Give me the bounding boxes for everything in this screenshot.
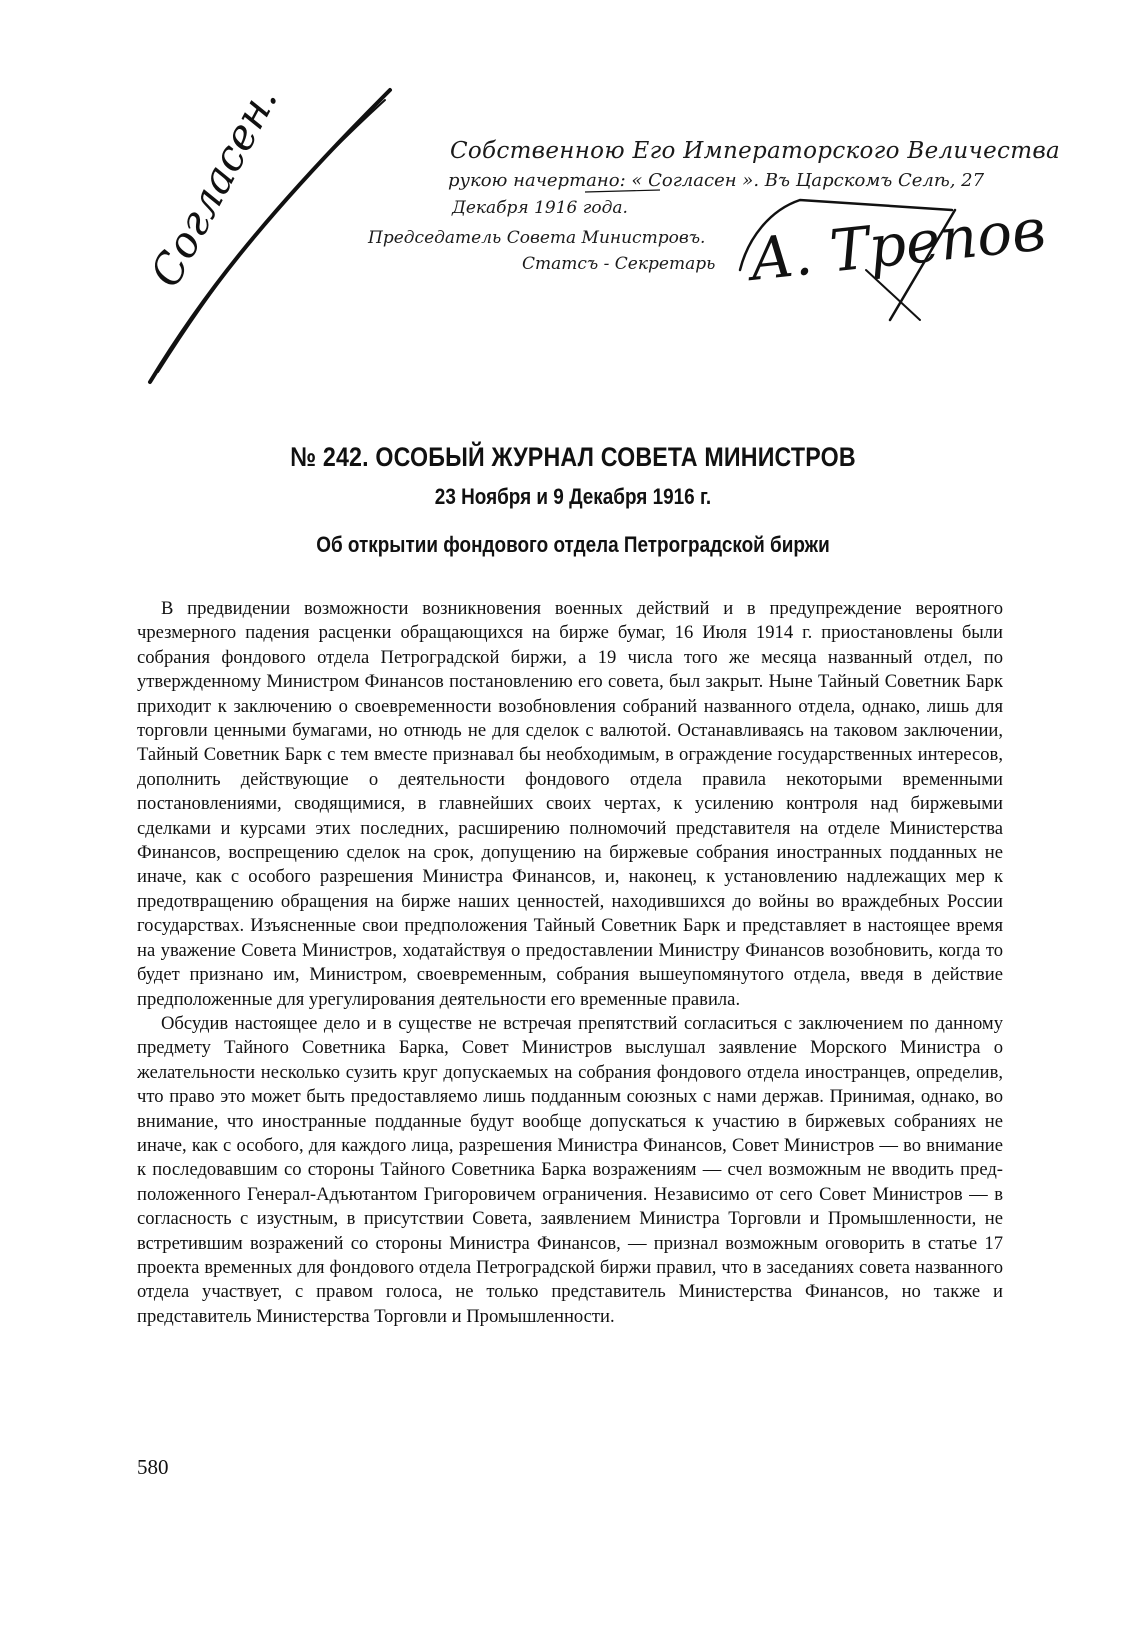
page-number: 580 bbox=[137, 1455, 169, 1479]
hand-line-3: Декабря 1916 года. bbox=[452, 198, 628, 218]
margin-note: Согласен. bbox=[140, 77, 288, 295]
paragraph: В предвидении возможности возникновения военных действий и в предупреждение вероятного чрезмерного падения расценки обращающихся на бирже бумаг, 16 Июля 1914 г. приостановлены были собрания фондового отдела Петроградской биржи, а 19 числа того же месяца названный отдел, по утвержденному Министром Финансов постановлению его совета, был закрыт. Ныне Тайный Советник Барк приходит к заключению о своевременности возобновления собраний названного отдела, однако, лишь для торговли ценными бумагами, но отнюдь не для сделок с валютой. Останавливаясь на таковом заключении, Тайный Советник Барк с тем вместе признавал бы необходимым, в ограждение государственных интересов, дополнить действующие о деятельности фондового отдела правила некоторыми временными постановлениями, сводящимися, в главнейших своих чертах, к усилению контроля над биржевыми сделками и курсами этих последних, расширению полномочий представителя на отделе Министерства Финансов, воспрещению сделок на срок, допущению на биржевые собрания иностранных подданных не иначе, как с особого разрешения Министра Финансов, и, наконец, к установлению надлежащих мер к предотвращению обращения на бирже наших ценностей, находившихся до войны во враждебных России государствах. Изъясненные свои предположения Тайный Советник Барк и представляет в настоящее время на уважение Совета Министров, ходатайствуя о предоставлении Министру Финансов возобновить, когда то будет признано им, Министром, своевременным, собрания вышеупомянутого отдела, введя в действие предположенные для урегулирования деятельности его временные правила. bbox=[137, 598, 1003, 1010]
hand-line-2: рукою начертано: « Согласен ». Въ Царскомъ Селѣ, 27 bbox=[448, 170, 985, 191]
document-date: 23 Ноября и 9 Декабря 1916 г. bbox=[434, 484, 712, 509]
document-title: № 242. ОСОБЫЙ ЖУРНАЛ СОВЕТА МИНИСТРОВ bbox=[290, 442, 856, 472]
hand-line-5: Статсъ - Секретарь bbox=[522, 254, 716, 274]
handwritten-resolution bbox=[0, 0, 1146, 400]
hand-line-1: Собственною Его Императорского Величества bbox=[450, 138, 1061, 164]
document-body bbox=[137, 597, 1003, 1329]
hand-line-4: Председатель Совета Министровъ. bbox=[368, 228, 706, 248]
signature: А. Трепов bbox=[746, 195, 1049, 294]
paragraph: Обсудив настоящее дело и в существе не встречая препятствий согласиться с заключением по данному предмету Тайного Советника Барка, Совет Министров выслушал заявление Морского Министра о желательности несколько сузить круг допускаемых на собрания фондового отдела иностранцев, определив, что право это может быть предоставляемо лишь подданным союзных с нами держав. Принимая, однако, во внимание, что иностранные подданные будут вообще допускаться к участию в биржевых собраниях не иначе, как с особого, для каждого лица, разрешения Министра Финансов, Совет Министров — во внимание к последовавшим со стороны Тайного Советника Барка возражениям — счел возможным не вводить предположенного Генерал-Адъютантом Григоровичем ограничения. Независимо от сего Совет Министров — в согласность с изустным, в присутствии Совета, заявлением Министра Торговли и Промышленности, не встретившим возражений со стороны Министра Финансов, — признал возможным оговорить в статье 17 проекта временных для фондового отдела Петроградской биржи правил, что в заседаниях совета названного отдела участвует, с правом голоса, не только представитель Министерства Финансов, но также и представитель Министерства Торговли и Промышленности. bbox=[137, 1012, 1003, 1327]
document-subtitle: Об открытии фондового отдела Петроградской биржи bbox=[316, 532, 830, 557]
